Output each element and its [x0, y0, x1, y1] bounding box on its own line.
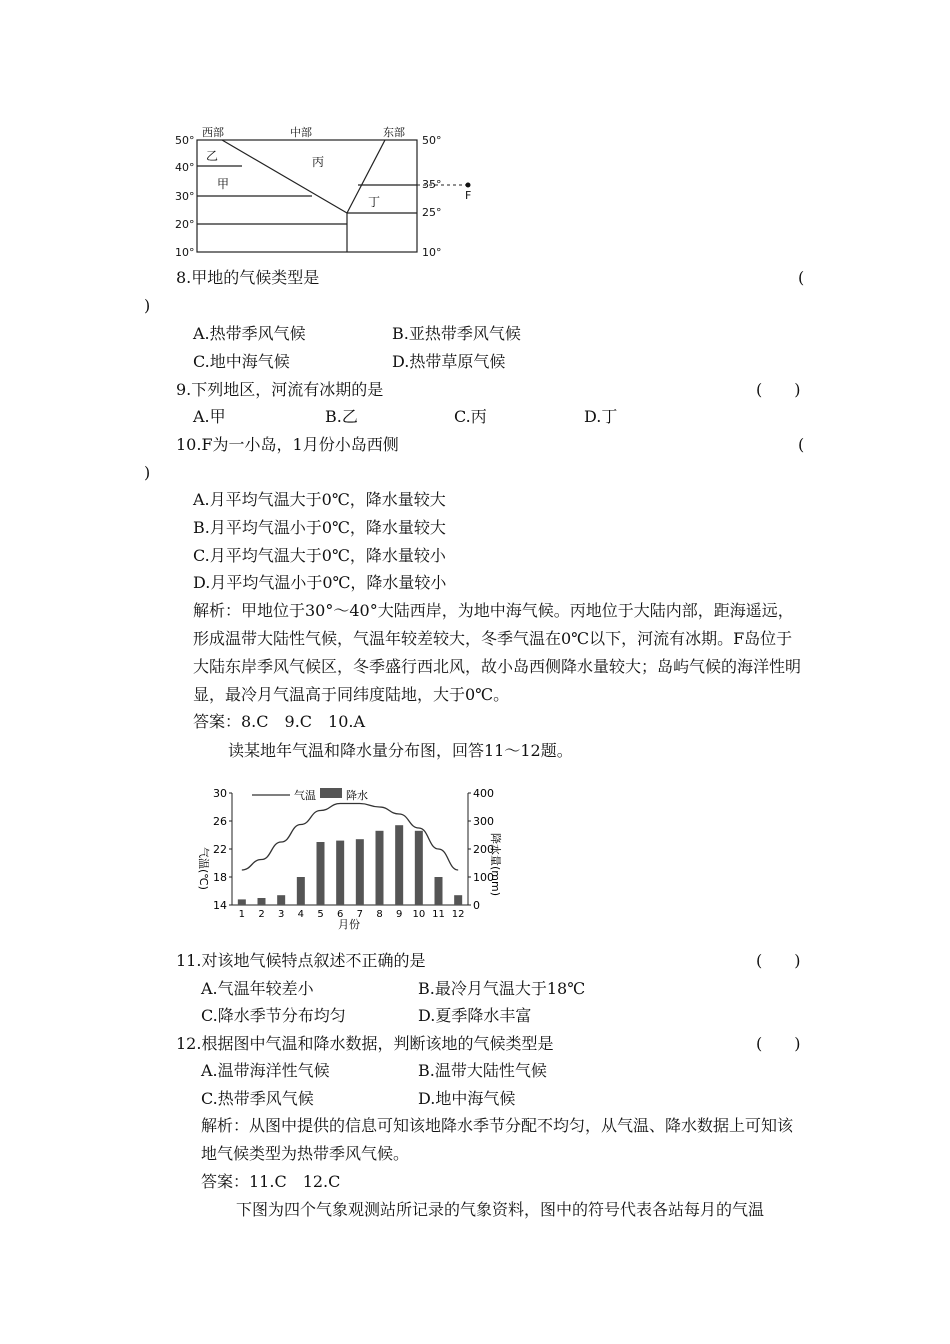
zone-label-yi: 乙 — [206, 149, 219, 163]
q11-stem: 11.对该地气候特点叙述不正确的是 — [176, 951, 426, 970]
q11-paren: ( ) — [756, 951, 801, 970]
q8-option-a: A.热带季风气候 — [193, 324, 306, 343]
lat-left-10: 10° — [175, 246, 195, 259]
region-label-middle: 中部 — [290, 126, 312, 139]
q12-paren: ( ) — [756, 1034, 801, 1053]
x-tick-label: 3 — [277, 909, 285, 920]
answer-2: 答案：11.C 12.C — [201, 1172, 341, 1191]
precip-bar — [395, 825, 403, 905]
zone-label-bing: 丙 — [312, 155, 325, 169]
y-left-tick-label: 30 — [213, 787, 227, 800]
q12-stem: 12.根据图中气温和降水数据，判断该地的气候类型是 — [176, 1034, 554, 1053]
precip-bar — [238, 899, 246, 905]
lat-left-20: 20° — [175, 218, 195, 231]
zone-label-jia: 甲 — [217, 177, 230, 191]
x-tick-label: 11 — [432, 909, 445, 920]
q10-paren-close: ) — [144, 463, 151, 482]
y-right-tick-label: 300 — [473, 815, 494, 828]
q9-option-b: B.乙 — [325, 407, 358, 426]
lat-right-25: 25° — [422, 206, 442, 219]
y-left-tick-label: 26 — [213, 815, 227, 828]
x-axis-label: 月份 — [338, 918, 360, 931]
y-right-tick-label: 0 — [473, 899, 480, 912]
x-tick-label: 10 — [412, 909, 426, 920]
lat-left-40: 40° — [175, 161, 195, 174]
lat-right-10: 10° — [422, 246, 442, 259]
y-right-tick-label: 400 — [473, 787, 494, 800]
precip-bar — [435, 877, 443, 905]
zone-label-ding: 丁 — [368, 195, 381, 209]
precip-bar — [415, 831, 423, 905]
q12-option-d: D.地中海气候 — [418, 1089, 516, 1108]
legend-precip-swatch — [320, 788, 342, 798]
q9-option-a: A.甲 — [193, 407, 226, 426]
q10-option-c: C.月平均气温大于0℃，降水量较小 — [193, 546, 446, 565]
q12-option-a: A.温带海洋性气候 — [201, 1061, 330, 1080]
x-tick-label: 9 — [395, 909, 403, 920]
temperature-line — [242, 804, 458, 871]
q12-option-c: C.热带季风气候 — [201, 1089, 314, 1108]
x-tick-label: 7 — [356, 909, 364, 920]
q9-option-c: C.丙 — [454, 407, 487, 426]
q10-stem: 10.F为一小岛，1月份小岛西侧 — [176, 435, 399, 454]
y-right-label: 降水量(mm) — [489, 833, 502, 897]
y-left-label: 气温(℃) — [197, 847, 210, 890]
q12-option-b: B.温带大陆性气候 — [418, 1061, 547, 1080]
analysis-1: 解析：甲地位于30°～40°大陆西岸，为地中海气候。丙地位于大陆内部，距海遥远，形成温带大陆性气候，气温年较差较大，冬季气温在0℃以下，河流有冰期。F岛位于大陆东岸季风气候区，冬季盛行西北风，故小岛西侧降水量较大；岛屿气候的海洋性明显，最冷月气温高于同纬度陆地，大于0℃。 — [193, 601, 802, 704]
y-right-tick-label: 100 — [473, 871, 494, 884]
x-tick-label: 6 — [336, 909, 344, 920]
x-tick-label: 5 — [317, 909, 324, 920]
y-left-tick-label: 18 — [213, 871, 227, 884]
point-f-marker — [466, 183, 471, 188]
precip-bar — [336, 841, 344, 905]
climate-chart — [192, 775, 502, 935]
legend-precip-label: 降水 — [346, 789, 368, 802]
q10-paren-open: ( — [798, 435, 805, 454]
q8-paren-close: ) — [144, 296, 151, 315]
q11-option-d: D.夏季降水丰富 — [418, 1006, 532, 1025]
lat-left-50: 50° — [175, 134, 195, 147]
y-left-tick-label: 22 — [213, 843, 227, 856]
q8-option-b: B.亚热带季风气候 — [392, 324, 521, 343]
x-tick-label: 2 — [258, 909, 265, 920]
q10-option-d: D.月平均气温小于0℃，降水量较小 — [193, 573, 447, 592]
legend-temp-label: 气温 — [294, 789, 316, 802]
analysis-2: 解析：从图中提供的信息可知该地降水季节分配不均匀，从气温、降水数据上可知该地气候类型为热带季风气候。 — [201, 1116, 794, 1163]
y-left-tick-label: 14 — [213, 899, 227, 912]
precip-bar — [297, 877, 305, 905]
intro-2: 读某地年气温和降水量分布图，回答11～12题。 — [228, 741, 573, 760]
x-tick-label: 12 — [451, 909, 465, 920]
q11-option-c: C.降水季节分布均匀 — [201, 1006, 346, 1025]
q10-option-a: A.月平均气温大于0℃，降水量较大 — [193, 490, 446, 509]
q8-stem: 8.甲地的气候类型是 — [176, 268, 320, 287]
y-right-tick-label: 200 — [473, 843, 494, 856]
q8-paren-open: ( — [798, 268, 805, 287]
q11-option-a: A.气温年较差小 — [201, 979, 314, 998]
lat-left-30: 30° — [175, 190, 195, 203]
precip-bar — [376, 831, 384, 905]
region-label-east: 东部 — [383, 126, 405, 139]
x-tick-label: 8 — [376, 909, 383, 920]
x-tick-label: 1 — [238, 909, 246, 920]
precip-bar — [454, 895, 462, 905]
lat-right-50: 50° — [422, 134, 442, 147]
q9-option-d: D.丁 — [584, 407, 618, 426]
precip-bar — [317, 842, 325, 905]
q9-stem: 9.下列地区，河流有冰期的是 — [176, 380, 384, 399]
q11-option-b: B.最冷月气温大于18℃ — [418, 979, 586, 998]
q10-option-b: B.月平均气温小于0℃，降水量较大 — [193, 518, 446, 537]
q9-paren: ( ) — [756, 380, 801, 399]
q8-option-c: C.地中海气候 — [193, 352, 290, 371]
intro-3: 下图为四个气象观测站所记录的气象资料，图中的符号代表各站每月的气温 — [236, 1200, 765, 1219]
precip-bar — [356, 839, 364, 905]
precip-bar — [258, 898, 266, 905]
x-tick-label: 4 — [297, 909, 305, 920]
lat-right-35: 35° — [422, 178, 442, 191]
precip-bar — [277, 895, 285, 905]
continent-zones-diagram — [172, 118, 492, 264]
point-f-label: F — [465, 189, 472, 202]
q8-option-d: D.热带草原气候 — [392, 352, 506, 371]
answer-1: 答案：8.C 9.C 10.A — [193, 712, 366, 731]
region-label-west: 西部 — [202, 126, 224, 139]
